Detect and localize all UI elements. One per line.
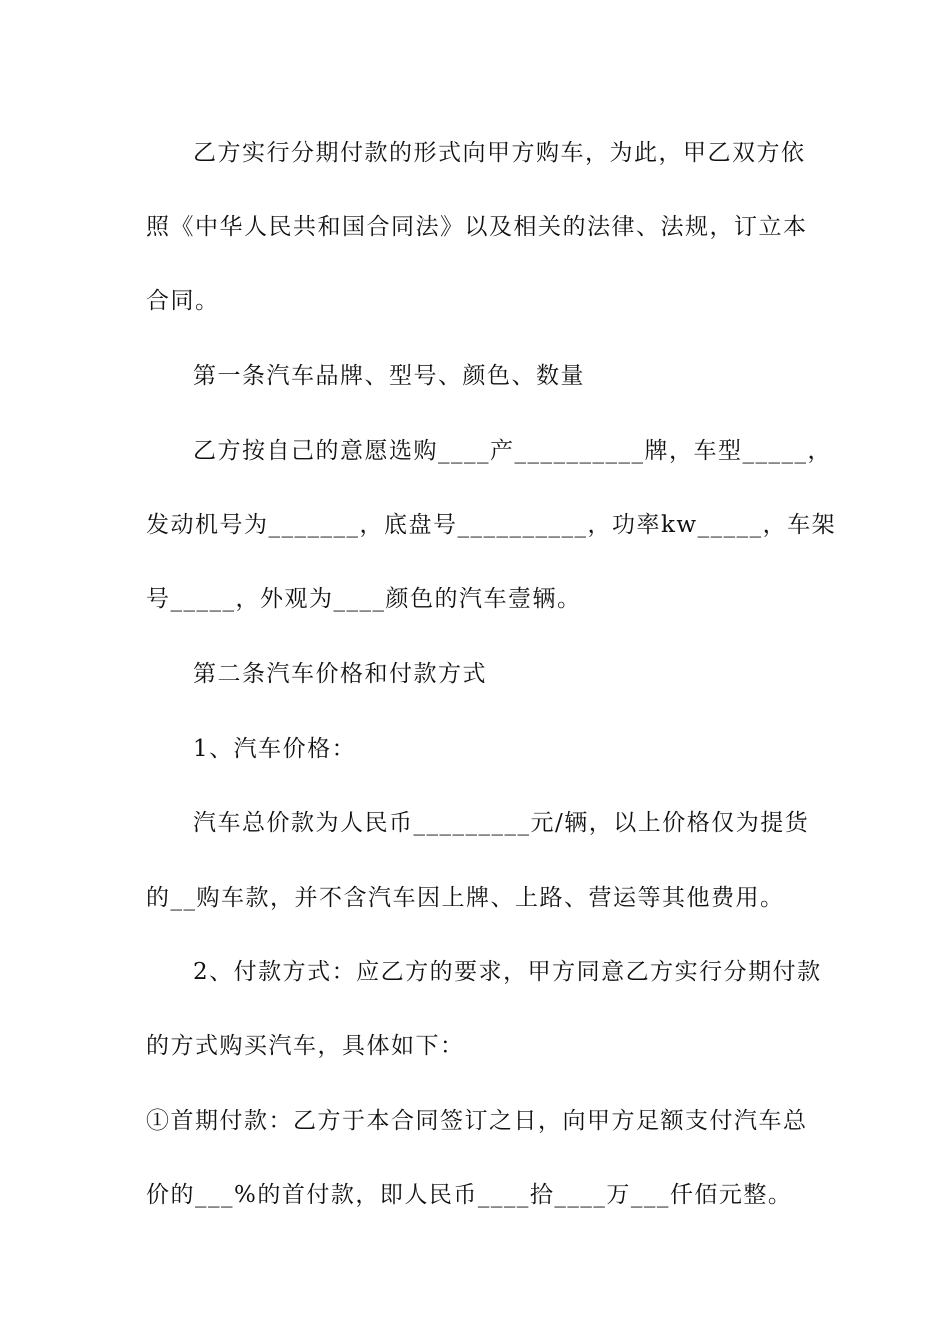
paragraph-intro-line-2: 照《中华人民共和国合同法》以及相关的法律、法规，订立本 [146, 214, 808, 240]
payment-paragraph-line-1: 2、付款方式：应乙方的要求，甲方同意乙方实行分期付款 [193, 959, 822, 985]
price-paragraph-line-2: 的__购车款，并不含汽车因上牌、上路、营运等其他费用。 [146, 885, 785, 911]
article-1-body-line-2: 发动机号为_______，底盘号__________，功率kw_____，车架 [146, 512, 837, 538]
down-payment-line-1: ①首期付款：乙方于本合同签订之日，向甲方足额支付汽车总 [146, 1108, 808, 1134]
section-1-heading: 1、汽车价格： [193, 736, 357, 762]
down-payment-line-2: 价的___%的首付款，即人民币____拾____万___仟佰元整。 [146, 1182, 793, 1208]
article-1-heading: 第一条汽车品牌、型号、颜色、数量 [193, 363, 585, 389]
article-1-body-line-1: 乙方按自己的意愿选购____产__________牌，车型_____， [193, 438, 832, 464]
price-paragraph-line-1: 汽车总价款为人民币_________元/辆，以上价格仅为提货 [193, 810, 810, 836]
payment-paragraph-line-2: 的方式购买汽车，具体如下： [146, 1033, 465, 1059]
paragraph-intro-line-1: 乙方实行分期付款的形式向甲方购车，为此，甲乙双方依 [193, 140, 806, 166]
article-2-heading: 第二条汽车价格和付款方式 [193, 661, 487, 687]
article-1-body-line-3: 号_____，外观为____颜色的汽车壹辆。 [146, 586, 582, 612]
paragraph-intro-line-3: 合同。 [146, 288, 220, 314]
